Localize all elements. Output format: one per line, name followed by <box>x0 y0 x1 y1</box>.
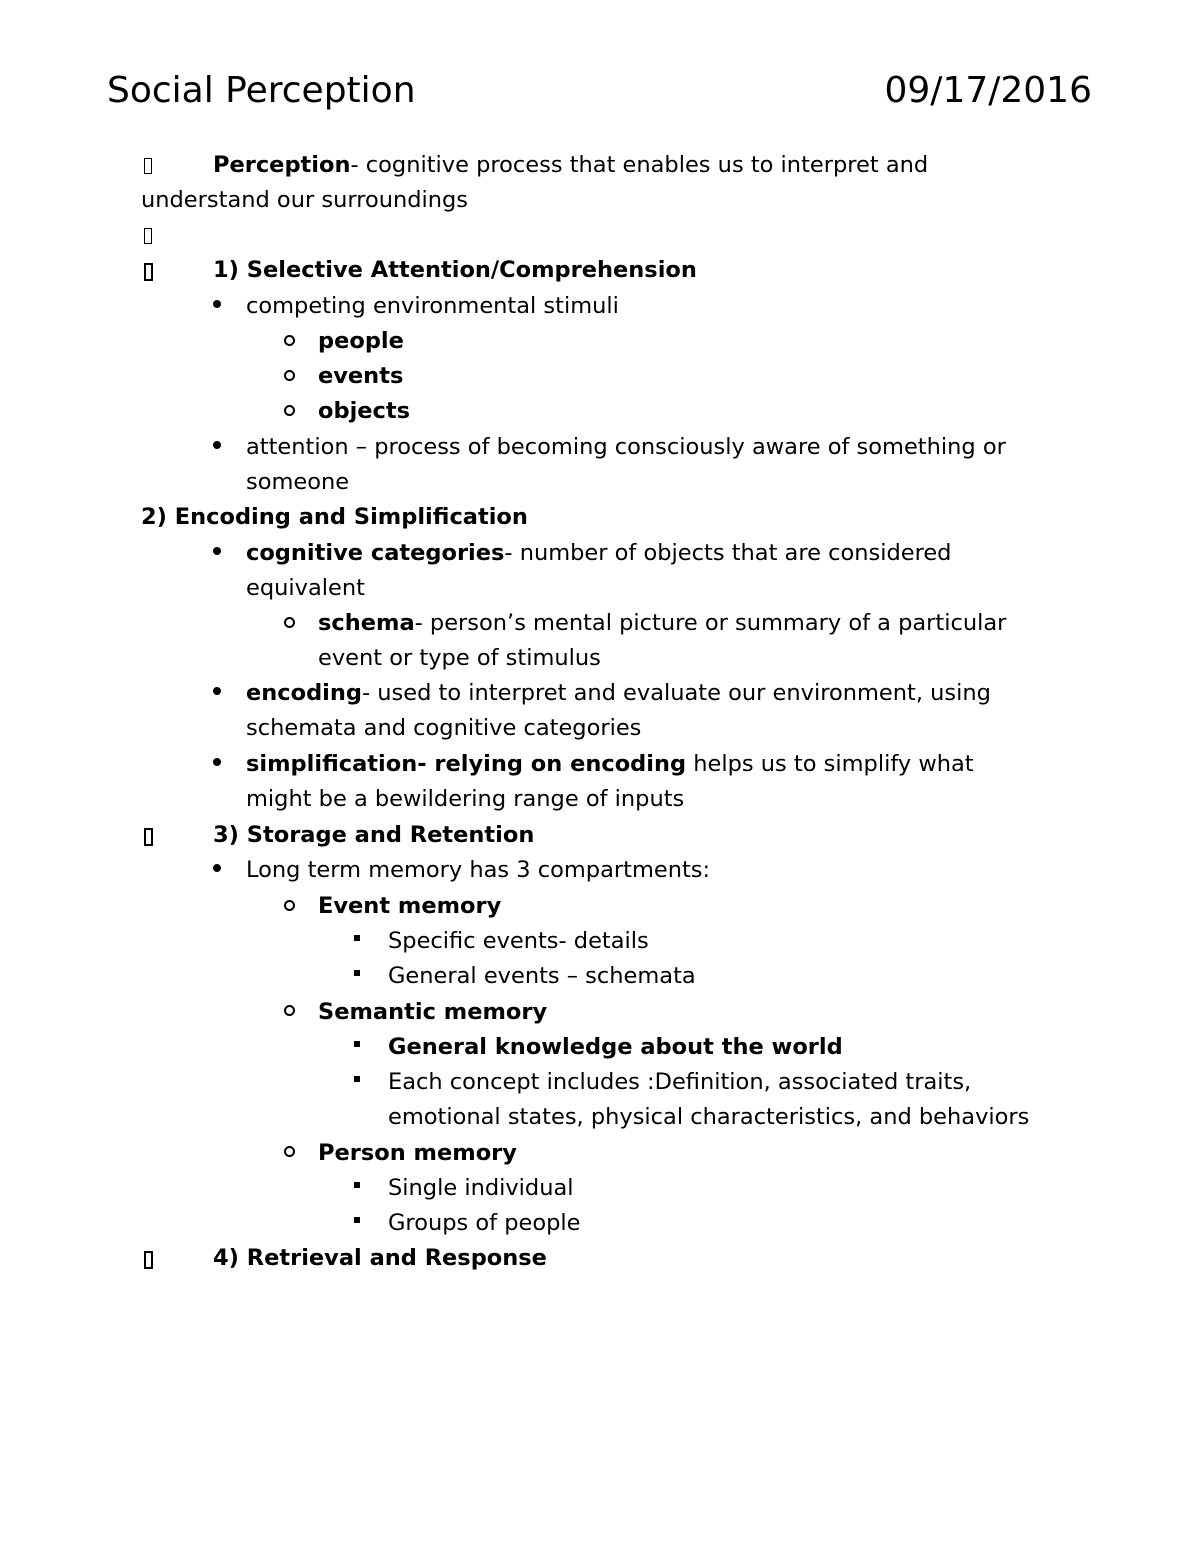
page-date: 09/17/2016 <box>884 70 1092 111</box>
square-bullet-icon <box>354 935 360 941</box>
s2-schema-def-1: - person’s mental picture or summary of a particular <box>414 610 1007 636</box>
s3-bullet-1: Long term memory has 3 compartments: <box>246 857 711 883</box>
s3-person-item-1: Single individual <box>388 1175 574 1201</box>
square-bullet-icon <box>354 1182 360 1188</box>
s1-bullet-2-line-2: someone <box>246 469 350 495</box>
square-bullet-icon <box>354 970 360 976</box>
s2-enc-line-1 <box>246 676 991 711</box>
circle-bullet-icon <box>284 1005 295 1016</box>
s2-simp-def-2: might be a bewildering range of inputs <box>246 786 685 812</box>
s2-cc-def-1: - number of objects that are considered <box>504 540 952 566</box>
bullet-icon <box>213 864 221 872</box>
s2-cc-term: cognitive categories <box>246 540 505 566</box>
s2-simp-def-1: helps us to simplify what <box>686 751 974 777</box>
s2-simp-line-1 <box>246 747 974 782</box>
bullet-icon <box>213 441 221 449</box>
s1-sub-objects: objects <box>318 398 411 424</box>
section-3-heading: 3) Storage and Retention <box>213 822 535 848</box>
box-bullet-icon <box>144 228 152 244</box>
s2-schema-def-2: event or type of stimulus <box>318 645 601 671</box>
square-bullet-icon <box>354 1217 360 1223</box>
box-bullet-icon <box>144 1251 153 1269</box>
box-bullet-icon <box>144 158 152 174</box>
s3-semantic-memory: Semantic memory <box>318 999 548 1025</box>
circle-bullet-icon <box>284 335 295 346</box>
s2-cc-def-2: equivalent <box>246 575 365 601</box>
s3-semantic-item-2-line-2: emotional states, physical characteristics, and behaviors <box>388 1104 1030 1130</box>
square-bullet-icon <box>354 1076 360 1082</box>
box-bullet-icon <box>144 828 153 846</box>
s3-event-memory: Event memory <box>318 893 502 919</box>
header <box>107 70 1092 120</box>
square-bullet-icon <box>354 1041 360 1047</box>
s2-schema-term: schema <box>318 610 415 636</box>
circle-bullet-icon <box>284 370 295 381</box>
s3-semantic-item-2-line-1: Each concept includes :Definition, associated traits, <box>388 1069 972 1095</box>
intro-line-1 <box>213 148 928 183</box>
s1-bullet-1: competing environmental stimuli <box>246 293 619 319</box>
s3-event-item-1: Specific events- details <box>388 928 649 954</box>
section-1-heading: 1) Selective Attention/Comprehension <box>213 257 697 283</box>
section-4-heading: 4) Retrieval and Response <box>213 1245 547 1271</box>
s2-schema-line-1 <box>318 606 1006 641</box>
section-2-heading: 2) Encoding and Simplification <box>141 504 528 530</box>
s1-bullet-2-line-1: attention – process of becoming consciously aware of something or <box>246 434 1006 460</box>
bullet-icon <box>213 547 221 555</box>
intro-definition-2: understand our surroundings <box>141 187 469 213</box>
s1-sub-people: people <box>318 328 404 354</box>
s3-semantic-item-1: General knowledge about the world <box>388 1034 843 1060</box>
circle-bullet-icon <box>284 1146 295 1157</box>
bullet-icon <box>213 687 221 695</box>
s2-enc-term: encoding <box>246 680 363 706</box>
s2-cc-line-1 <box>246 536 951 571</box>
bullet-icon <box>213 300 221 308</box>
circle-bullet-icon <box>284 900 295 911</box>
intro-term: Perception <box>213 152 351 178</box>
s2-enc-def-2: schemata and cognitive categories <box>246 715 642 741</box>
s1-sub-events: events <box>318 363 404 389</box>
s2-simp-term: simplification- relying on encoding <box>246 751 687 777</box>
bullet-icon <box>213 758 221 766</box>
s3-person-item-2: Groups of people <box>388 1210 581 1236</box>
s3-person-memory: Person memory <box>318 1140 517 1166</box>
circle-bullet-icon <box>284 405 295 416</box>
page-title: Social Perception <box>107 70 416 111</box>
intro-definition-1: - cognitive process that enables us to interpret and <box>350 152 929 178</box>
box-bullet-icon <box>144 263 153 281</box>
s2-enc-def-1: - used to interpret and evaluate our environment, using <box>362 680 991 706</box>
circle-bullet-icon <box>284 617 295 628</box>
s3-event-item-2: General events – schemata <box>388 963 696 989</box>
